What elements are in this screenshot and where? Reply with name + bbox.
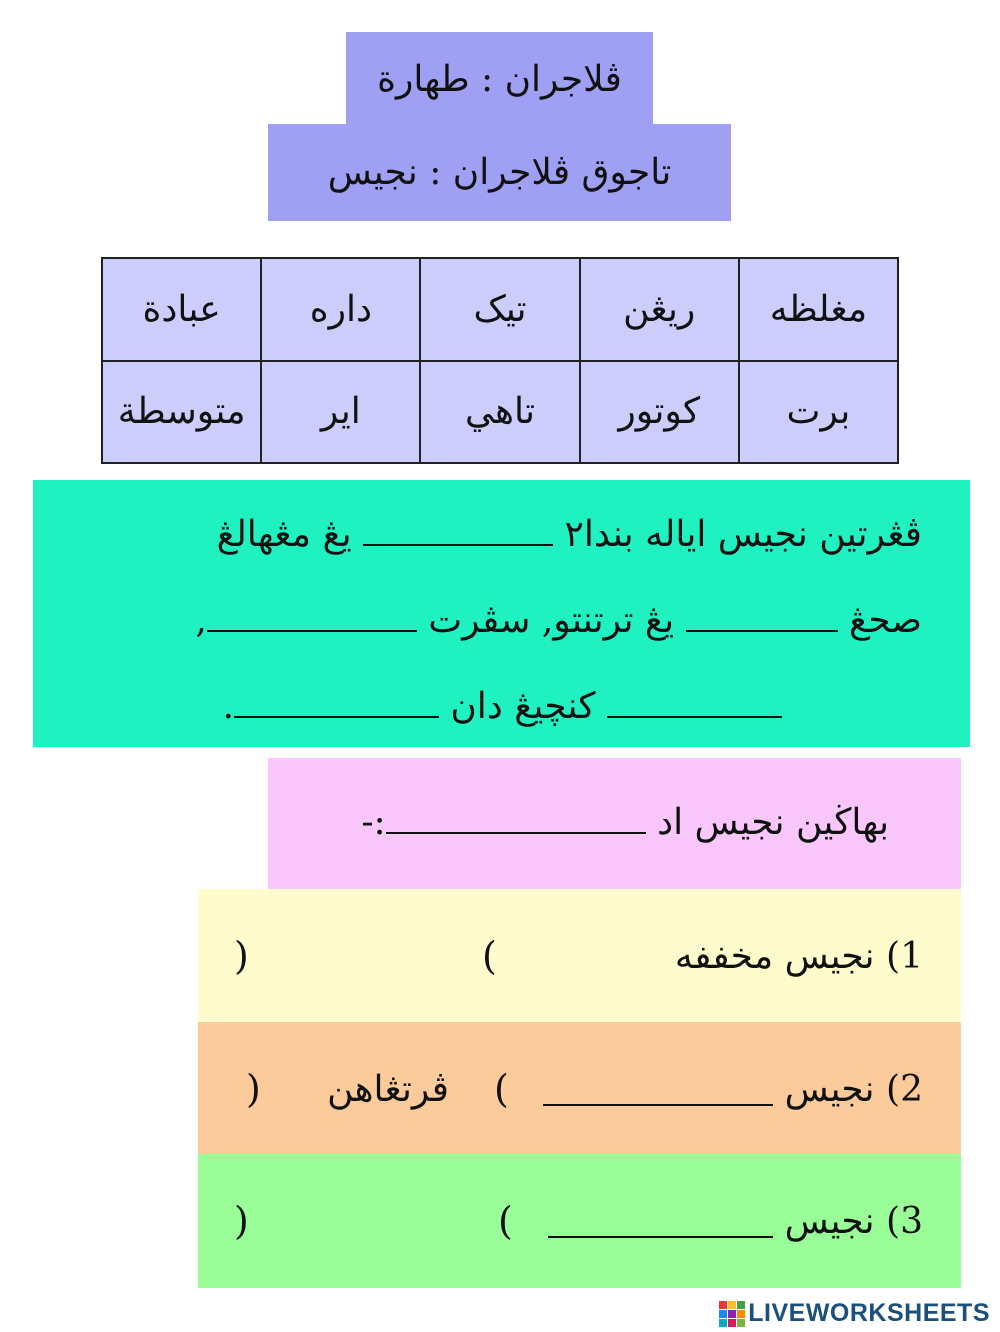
answer-field[interactable]: ڤرتڠاهن: [327, 1068, 449, 1110]
blank-answer-field[interactable]: [234, 684, 439, 718]
item-label: نجيس: [784, 1200, 875, 1242]
close-paren: (: [246, 1067, 261, 1111]
blank-answer-field[interactable]: [607, 684, 782, 718]
item-number: 1): [886, 935, 923, 977]
lesson-title: [346, 32, 653, 126]
item-label: نجيس مخففه: [674, 935, 875, 977]
word-bank-cell[interactable]: تاهي: [420, 361, 579, 464]
answer-field[interactable]: [288, 1154, 488, 1288]
definition-paragraph: [33, 480, 970, 747]
logo-block: [728, 1301, 736, 1309]
blank-answer-field[interactable]: [548, 1204, 773, 1238]
paragraph-text: ,: [195, 600, 207, 641]
paragraph-text: .: [222, 686, 234, 727]
paragraph-line: [73, 664, 922, 750]
item-label: نجيس: [784, 1068, 875, 1110]
paragraph-text: ڤڠرتين نجيس اياله بندا٢: [564, 514, 922, 555]
logo-block: [737, 1310, 745, 1318]
item-number: 3): [886, 1200, 923, 1242]
blank-answer-field[interactable]: [363, 512, 553, 546]
lesson-subtitle-text: تاجوق ڤلاجران : نجيس: [327, 152, 672, 193]
logo-block: [728, 1310, 736, 1318]
logo-icon: [719, 1301, 745, 1327]
paragraph-text: صحڠ: [849, 600, 922, 641]
word-bank-cell[interactable]: داره: [261, 258, 420, 361]
types-header: [268, 758, 961, 892]
open-paren: ): [498, 1199, 513, 1243]
logo-block: [728, 1319, 736, 1327]
lesson-title-text: ڤلاجران : طهارة: [377, 58, 622, 100]
close-paren: (: [234, 1199, 249, 1243]
paragraph-text: يڠ مڠهالڠ: [216, 514, 352, 555]
close-paren: (: [234, 934, 249, 978]
word-bank-cell[interactable]: كوتور: [580, 361, 739, 464]
word-bank-cell[interactable]: اير: [261, 361, 420, 464]
blank-answer-field[interactable]: [207, 598, 417, 632]
blank-answer-field[interactable]: [386, 800, 646, 834]
types-header-text: بهاڬين نجيس اد: [657, 802, 889, 843]
logo-block: [737, 1319, 745, 1327]
item-number: 2): [886, 1068, 923, 1110]
logo-block: [719, 1310, 727, 1318]
najis-type-row: [198, 1022, 961, 1156]
word-bank-cell[interactable]: مغلظه: [739, 258, 898, 361]
word-bank-cell[interactable]: عبادة: [102, 258, 261, 361]
word-bank-cell[interactable]: تيک: [420, 258, 579, 361]
logo-text: LIVEWORKSHEETS: [748, 1299, 990, 1327]
liveworksheets-logo: [719, 1299, 990, 1328]
word-bank-cell[interactable]: متوسطة: [102, 361, 261, 464]
lesson-subtitle: [268, 124, 731, 221]
word-bank-row: [102, 258, 898, 361]
paragraph-text: يڠ ترتنتو, سڤرت: [428, 600, 675, 641]
najis-type-label: [543, 1022, 923, 1156]
najis-type-label: [675, 889, 923, 1023]
word-bank-table: [101, 257, 899, 464]
paragraph-line: [73, 578, 922, 664]
logo-block: [719, 1301, 727, 1309]
paragraph-line: [73, 492, 922, 578]
word-bank-cell[interactable]: برت: [739, 361, 898, 464]
word-bank-row: [102, 361, 898, 464]
blank-answer-field[interactable]: [686, 598, 838, 632]
word-bank-cell[interactable]: ريڠن: [580, 258, 739, 361]
najis-type-row: [198, 889, 961, 1023]
answer-field[interactable]: [288, 889, 478, 1023]
types-header-suffix: :-: [361, 802, 386, 843]
najis-type-label: [548, 1154, 923, 1288]
logo-block: [719, 1319, 727, 1327]
logo-block: [737, 1301, 745, 1309]
open-paren: ): [482, 934, 497, 978]
blank-answer-field[interactable]: [543, 1072, 773, 1106]
open-paren: ): [494, 1067, 509, 1111]
paragraph-text: كنچيڠ دان: [450, 686, 596, 727]
najis-type-row: [198, 1154, 961, 1288]
